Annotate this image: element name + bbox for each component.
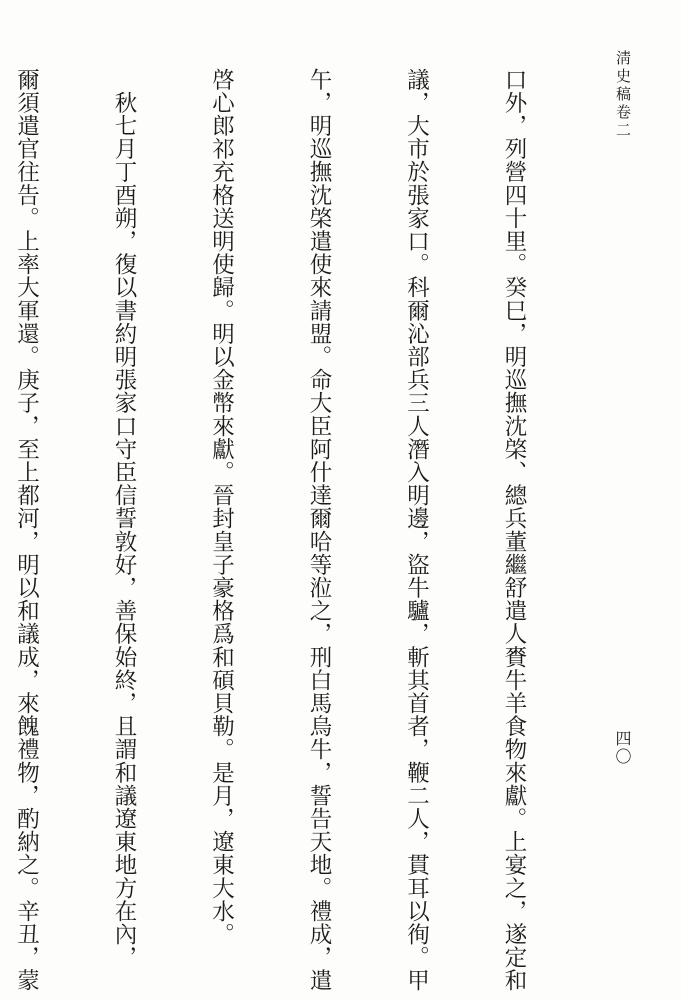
text-body	[0, 68, 595, 992]
page-number: 四〇	[613, 730, 632, 766]
text-column: 秋七月丁酉朔，復以書約明張家口守臣信誓敦好，善保始終，且謂和議遼東地方在內，	[111, 68, 137, 969]
text-column: 啓心郎祁充格送明使歸。明以金幣來獻。晉封皇子豪格爲和碩貝勒。是月，遼東大水。	[208, 68, 235, 946]
text-column: 午，明巡撫沈棨遣使來請盟。命大臣阿什達爾哈等涖之，刑白馬烏牛，誓告天地。禮成，遣	[306, 68, 332, 992]
text-column: 議，大市於張家口。科爾沁部兵三人潛入明邊，盜牛驢，斬其首者，鞭二人，貫耳以徇。甲	[403, 68, 430, 992]
text-column: 爾須遣官往告。上率大軍還。庚子，至上都河，明以和議成，來餽禮物，酌納之。辛丑，蒙	[13, 68, 40, 992]
running-header: 淸史稿卷二	[614, 50, 632, 140]
text-column: 口外，列營四十里。癸巳，明巡撫沈棨、總兵董繼舒遣人賚牛羊食物來獻。上宴之，遂定和	[501, 68, 527, 992]
